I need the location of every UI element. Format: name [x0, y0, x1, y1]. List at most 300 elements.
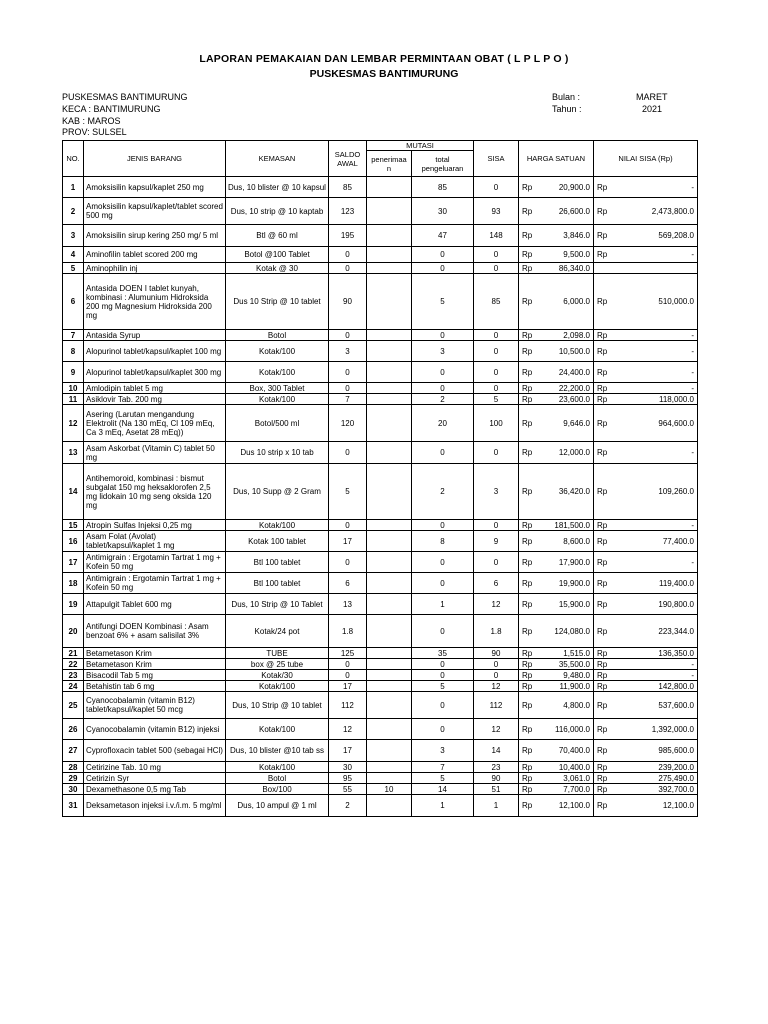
harga-currency: Rp — [519, 177, 541, 198]
nilai-currency: Rp — [594, 531, 616, 552]
table-row — [63, 740, 698, 762]
table-row — [63, 670, 698, 681]
penerimaan-cell — [367, 383, 412, 394]
sisa-cell: 0 — [474, 247, 519, 263]
nilai-currency: Rp — [594, 719, 616, 740]
harga-cell: 36,420.0 — [541, 464, 594, 520]
row-number: 29 — [63, 773, 84, 784]
nilai-currency: Rp — [594, 552, 616, 573]
harga-cell: 20,900.0 — [541, 177, 594, 198]
kemasan-cell: box @ 25 tube — [226, 659, 329, 670]
saldo-cell: 12 — [329, 719, 367, 740]
row-number: 5 — [63, 263, 84, 274]
nilai-currency: Rp — [594, 341, 616, 362]
row-number: 19 — [63, 594, 84, 615]
nilai-currency: Rp — [594, 615, 616, 648]
nilai-currency: Rp — [594, 520, 616, 531]
harga-cell: 4,800.0 — [541, 692, 594, 719]
saldo-cell: 90 — [329, 274, 367, 330]
harga-cell: 70,400.0 — [541, 740, 594, 762]
sisa-cell: 0 — [474, 552, 519, 573]
sisa-cell: 0 — [474, 177, 519, 198]
sisa-cell: 0 — [474, 670, 519, 681]
item-name: Atropin Sulfas Injeksi 0,25 mg — [84, 520, 226, 531]
harga-cell: 11,900.0 — [541, 681, 594, 692]
row-number: 13 — [63, 442, 84, 464]
sisa-cell: 112 — [474, 692, 519, 719]
row-number: 3 — [63, 225, 84, 247]
pengeluaran-cell: 0 — [412, 330, 474, 341]
sisa-cell: 0 — [474, 330, 519, 341]
saldo-cell: 195 — [329, 225, 367, 247]
sisa-cell: 51 — [474, 784, 519, 795]
col-mutasi: MUTASI — [367, 141, 474, 151]
harga-currency: Rp — [519, 274, 541, 330]
sisa-cell: 6 — [474, 573, 519, 594]
item-name: Amoksisilin kapsul/kaplet 250 mg — [84, 177, 226, 198]
row-number: 23 — [63, 670, 84, 681]
nilai-currency: Rp — [594, 670, 616, 681]
item-name: Asiklovir Tab. 200 mg — [84, 394, 226, 405]
harga-currency: Rp — [519, 362, 541, 383]
harga-currency: Rp — [519, 198, 541, 225]
row-number: 17 — [63, 552, 84, 573]
kemasan-cell: Kotak/100 — [226, 762, 329, 773]
harga-cell: 7,700.0 — [541, 784, 594, 795]
nilai-cell: 275,490.0 — [616, 773, 698, 784]
harga-cell: 116,000.0 — [541, 719, 594, 740]
penerimaan-cell — [367, 394, 412, 405]
saldo-cell: 0 — [329, 552, 367, 573]
pengeluaran-cell: 3 — [412, 341, 474, 362]
kemasan-cell: Dus 10 strip x 10 tab — [226, 442, 329, 464]
item-name: Aminofilin tablet scored 200 mg — [84, 247, 226, 263]
item-name: Antimigrain : Ergotamin Tartrat 1 mg + Kofein 50 mg — [84, 552, 226, 573]
col-total-pengeluaran: total pengeluaran — [412, 151, 474, 177]
nilai-cell: 239,200.0 — [616, 762, 698, 773]
kemasan-cell: Kotak/100 — [226, 394, 329, 405]
nilai-currency: Rp — [594, 442, 616, 464]
harga-currency: Rp — [519, 341, 541, 362]
harga-currency: Rp — [519, 394, 541, 405]
table-row — [63, 383, 698, 394]
item-name: Bisacodil Tab 5 mg — [84, 670, 226, 681]
sisa-cell: 1.8 — [474, 615, 519, 648]
pengeluaran-cell: 0 — [412, 442, 474, 464]
kemasan-cell: Dus, 10 Strip @ 10 Tablet — [226, 594, 329, 615]
sisa-cell: 12 — [474, 719, 519, 740]
provinsi-label: PROV: SULSEL — [62, 127, 127, 137]
pengeluaran-cell: 7 — [412, 762, 474, 773]
row-number: 9 — [63, 362, 84, 383]
sisa-cell: 100 — [474, 405, 519, 442]
row-number: 21 — [63, 648, 84, 659]
harga-cell: 12,100.0 — [541, 795, 594, 817]
item-name: Cyanocobalamin (vitamin B12) injeksi — [84, 719, 226, 740]
puskesmas-label: PUSKESMAS BANTIMURUNG — [62, 92, 188, 102]
harga-cell: 86,340.0 — [541, 263, 594, 274]
nilai-currency: Rp — [594, 274, 616, 330]
row-number: 25 — [63, 692, 84, 719]
nilai-cell: - — [616, 670, 698, 681]
col-nilai-sisa: NILAI SISA (Rp) — [594, 141, 698, 177]
row-number: 26 — [63, 719, 84, 740]
kemasan-cell: Box/100 — [226, 784, 329, 795]
item-name: Attapulgit Tablet 600 mg — [84, 594, 226, 615]
row-number: 6 — [63, 274, 84, 330]
saldo-cell: 95 — [329, 773, 367, 784]
nilai-cell: - — [616, 341, 698, 362]
pengeluaran-cell: 0 — [412, 692, 474, 719]
item-name: Betahistin tab 6 mg — [84, 681, 226, 692]
saldo-cell: 13 — [329, 594, 367, 615]
penerimaan-cell — [367, 225, 412, 247]
kemasan-cell: Kotak/100 — [226, 719, 329, 740]
nilai-cell: 964,600.0 — [616, 405, 698, 442]
harga-currency: Rp — [519, 442, 541, 464]
kemasan-cell: Dus, 10 strip @ 10 kaptab — [226, 198, 329, 225]
harga-currency: Rp — [519, 263, 541, 274]
table-row — [63, 795, 698, 817]
row-number: 28 — [63, 762, 84, 773]
harga-cell: 2,098.0 — [541, 330, 594, 341]
col-sisa: SISA — [474, 141, 519, 177]
nilai-cell: 109,260.0 — [616, 464, 698, 520]
harga-currency: Rp — [519, 784, 541, 795]
kemasan-cell: Dus 10 Strip @ 10 tablet — [226, 274, 329, 330]
harga-cell: 10,500.0 — [541, 341, 594, 362]
item-name: Cetirizin Syr — [84, 773, 226, 784]
saldo-cell: 3 — [329, 341, 367, 362]
table-row — [63, 719, 698, 740]
nilai-currency: Rp — [594, 247, 616, 263]
nilai-currency: Rp — [594, 659, 616, 670]
pengeluaran-cell: 1 — [412, 795, 474, 817]
row-number: 12 — [63, 405, 84, 442]
tahun-value: 2021 — [642, 104, 663, 114]
harga-cell: 124,080.0 — [541, 615, 594, 648]
harga-currency: Rp — [519, 552, 541, 573]
item-name: Betametason Krim — [84, 648, 226, 659]
penerimaan-cell — [367, 762, 412, 773]
saldo-cell: 123 — [329, 198, 367, 225]
kemasan-cell: Botol/500 ml — [226, 405, 329, 442]
nilai-cell: 136,350.0 — [616, 648, 698, 659]
penerimaan-cell — [367, 681, 412, 692]
kemasan-cell: Kotak/100 — [226, 520, 329, 531]
pengeluaran-cell: 0 — [412, 362, 474, 383]
sisa-cell: 3 — [474, 464, 519, 520]
col-jenis-barang: JENIS BARANG — [84, 141, 226, 177]
table-row — [63, 681, 698, 692]
table-row — [63, 177, 698, 198]
pengeluaran-cell: 0 — [412, 520, 474, 531]
penerimaan-cell — [367, 177, 412, 198]
nilai-currency: Rp — [594, 740, 616, 762]
penerimaan-cell — [367, 405, 412, 442]
harga-currency: Rp — [519, 648, 541, 659]
kemasan-cell: Btl @ 60 ml — [226, 225, 329, 247]
table-row — [63, 394, 698, 405]
harga-cell: 35,500.0 — [541, 659, 594, 670]
sisa-cell: 0 — [474, 362, 519, 383]
table-row — [63, 405, 698, 442]
harga-currency: Rp — [519, 719, 541, 740]
item-name: Antasida Syrup — [84, 330, 226, 341]
saldo-cell: 6 — [329, 573, 367, 594]
harga-cell: 10,400.0 — [541, 762, 594, 773]
nilai-currency — [594, 263, 616, 274]
item-name: Antimigrain : Ergotamin Tartrat 1 mg + Kofein 50 mg — [84, 573, 226, 594]
pengeluaran-cell: 35 — [412, 648, 474, 659]
penerimaan-cell — [367, 594, 412, 615]
row-number: 15 — [63, 520, 84, 531]
saldo-cell: 5 — [329, 464, 367, 520]
saldo-cell: 125 — [329, 648, 367, 659]
item-name: Deksametason injeksi i.v./i.m. 5 mg/ml — [84, 795, 226, 817]
col-penerimaan: penerimaa n — [367, 151, 412, 177]
penerimaan-cell — [367, 531, 412, 552]
harga-cell: 17,900.0 — [541, 552, 594, 573]
item-name: Alopurinol tablet/kapsul/kaplet 300 mg — [84, 362, 226, 383]
nilai-cell: 510,000.0 — [616, 274, 698, 330]
row-number: 31 — [63, 795, 84, 817]
kemasan-cell: Kotak @ 30 — [226, 263, 329, 274]
pengeluaran-cell: 14 — [412, 784, 474, 795]
table-row — [63, 274, 698, 330]
pengeluaran-cell: 8 — [412, 531, 474, 552]
penerimaan-cell — [367, 795, 412, 817]
harga-cell: 9,480.0 — [541, 670, 594, 681]
pengeluaran-cell: 5 — [412, 681, 474, 692]
nilai-currency: Rp — [594, 762, 616, 773]
harga-currency: Rp — [519, 247, 541, 263]
penerimaan-cell — [367, 552, 412, 573]
kemasan-cell: Botol — [226, 773, 329, 784]
harga-cell: 9,500.0 — [541, 247, 594, 263]
nilai-cell: 223,344.0 — [616, 615, 698, 648]
harga-cell: 6,000.0 — [541, 274, 594, 330]
nilai-cell — [616, 263, 698, 274]
nilai-cell: - — [616, 520, 698, 531]
harga-cell: 22,200.0 — [541, 383, 594, 394]
penerimaan-cell — [367, 247, 412, 263]
item-name: Asam Folat (Avolat) tablet/kapsul/kaplet 1 mg — [84, 531, 226, 552]
nilai-cell: 190,800.0 — [616, 594, 698, 615]
harga-cell: 23,600.0 — [541, 394, 594, 405]
pengeluaran-cell: 5 — [412, 773, 474, 784]
nilai-cell: 2,473,800.0 — [616, 198, 698, 225]
sisa-cell: 0 — [474, 659, 519, 670]
nilai-cell: 392,700.0 — [616, 784, 698, 795]
harga-currency: Rp — [519, 670, 541, 681]
nilai-currency: Rp — [594, 784, 616, 795]
table-row — [63, 784, 698, 795]
sisa-cell: 0 — [474, 520, 519, 531]
kemasan-cell: TUBE — [226, 648, 329, 659]
sisa-cell: 14 — [474, 740, 519, 762]
harga-cell: 1,515.0 — [541, 648, 594, 659]
table-row — [63, 531, 698, 552]
harga-cell: 3,846.0 — [541, 225, 594, 247]
harga-currency: Rp — [519, 594, 541, 615]
kemasan-cell: Dus, 10 Supp @ 2 Gram — [226, 464, 329, 520]
table-row — [63, 341, 698, 362]
table-row — [63, 659, 698, 670]
nilai-cell: - — [616, 659, 698, 670]
nilai-cell: 142,800.0 — [616, 681, 698, 692]
harga-currency: Rp — [519, 762, 541, 773]
penerimaan-cell — [367, 362, 412, 383]
harga-cell: 12,000.0 — [541, 442, 594, 464]
pengeluaran-cell: 0 — [412, 552, 474, 573]
saldo-cell: 0 — [329, 330, 367, 341]
kemasan-cell: Botol — [226, 330, 329, 341]
saldo-cell: 120 — [329, 405, 367, 442]
saldo-cell: 2 — [329, 795, 367, 817]
penerimaan-cell — [367, 692, 412, 719]
row-number: 1 — [63, 177, 84, 198]
bulan-label: Bulan : — [552, 92, 581, 102]
saldo-cell: 0 — [329, 659, 367, 670]
penerimaan-cell — [367, 670, 412, 681]
penerimaan-cell — [367, 341, 412, 362]
pengeluaran-cell: 0 — [412, 659, 474, 670]
harga-currency: Rp — [519, 405, 541, 442]
item-name: Aminophilin inj — [84, 263, 226, 274]
item-name: Amoksisilin kapsul/kaplet/tablet scored 500 mg — [84, 198, 226, 225]
pengeluaran-cell: 0 — [412, 263, 474, 274]
kemasan-cell: Kotak/100 — [226, 341, 329, 362]
row-number: 18 — [63, 573, 84, 594]
table-row — [63, 263, 698, 274]
penerimaan-cell — [367, 659, 412, 670]
col-harga-satuan: HARGA SATUAN — [519, 141, 594, 177]
penerimaan-cell — [367, 274, 412, 330]
table-row — [63, 648, 698, 659]
harga-currency: Rp — [519, 615, 541, 648]
penerimaan-cell — [367, 773, 412, 784]
penerimaan-cell — [367, 198, 412, 225]
kecamatan-label: KECA : BANTIMURUNG — [62, 104, 161, 114]
table-row — [63, 247, 698, 263]
item-name: Antifungi DOEN Kombinasi : Asam benzoat 6% + asam salisilat 3% — [84, 615, 226, 648]
saldo-cell: 0 — [329, 362, 367, 383]
item-name: Antasida DOEN I tablet kunyah, kombinasi : Alumunium Hidroksida 200 mg Magnesium Hidroksida 200 mg — [84, 274, 226, 330]
kemasan-cell: Kotak/30 — [226, 670, 329, 681]
penerimaan-cell — [367, 464, 412, 520]
row-number: 10 — [63, 383, 84, 394]
row-number: 22 — [63, 659, 84, 670]
harga-currency: Rp — [519, 330, 541, 341]
report-subtitle: PUSKESMAS BANTIMURUNG — [309, 68, 459, 80]
kemasan-cell: Btl 100 tablet — [226, 573, 329, 594]
row-number: 11 — [63, 394, 84, 405]
nilai-currency: Rp — [594, 573, 616, 594]
sisa-cell: 0 — [474, 442, 519, 464]
nilai-currency: Rp — [594, 394, 616, 405]
penerimaan-cell — [367, 719, 412, 740]
harga-cell: 8,600.0 — [541, 531, 594, 552]
nilai-cell: 77,400.0 — [616, 531, 698, 552]
kemasan-cell: Dus, 10 Strip @ 10 tablet — [226, 692, 329, 719]
table-row — [63, 520, 698, 531]
table-row — [63, 615, 698, 648]
sisa-cell: 148 — [474, 225, 519, 247]
item-name: Asam Askorbat (Vitamin C) tablet 50 mg — [84, 442, 226, 464]
penerimaan-cell — [367, 615, 412, 648]
table-row — [63, 773, 698, 784]
nilai-cell: 569,208.0 — [616, 225, 698, 247]
harga-cell: 9,646.0 — [541, 405, 594, 442]
nilai-cell: 1,392,000.0 — [616, 719, 698, 740]
nilai-currency: Rp — [594, 330, 616, 341]
penerimaan-cell — [367, 442, 412, 464]
saldo-cell: 0 — [329, 670, 367, 681]
harga-currency: Rp — [519, 740, 541, 762]
harga-currency: Rp — [519, 383, 541, 394]
nilai-cell: - — [616, 177, 698, 198]
item-name: Betametason Krim — [84, 659, 226, 670]
pengeluaran-cell: 3 — [412, 740, 474, 762]
kemasan-cell: Kotak/24 pot — [226, 615, 329, 648]
saldo-cell: 0 — [329, 383, 367, 394]
harga-currency: Rp — [519, 795, 541, 817]
penerimaan-cell: 10 — [367, 784, 412, 795]
item-name: Cetirizine Tab. 10 mg — [84, 762, 226, 773]
row-number: 27 — [63, 740, 84, 762]
nilai-currency: Rp — [594, 464, 616, 520]
penerimaan-cell — [367, 740, 412, 762]
table-row — [63, 225, 698, 247]
saldo-cell: 112 — [329, 692, 367, 719]
nilai-cell: - — [616, 442, 698, 464]
tahun-label: Tahun : — [552, 104, 582, 114]
nilai-cell: - — [616, 247, 698, 263]
row-number: 8 — [63, 341, 84, 362]
nilai-currency: Rp — [594, 795, 616, 817]
table-row — [63, 198, 698, 225]
pengeluaran-cell: 1 — [412, 594, 474, 615]
nilai-cell: 119,400.0 — [616, 573, 698, 594]
pengeluaran-cell: 0 — [412, 719, 474, 740]
penerimaan-cell — [367, 330, 412, 341]
col-no: NO. — [63, 141, 84, 177]
nilai-cell: - — [616, 362, 698, 383]
kemasan-cell: Kotak/100 — [226, 681, 329, 692]
nilai-currency: Rp — [594, 773, 616, 784]
saldo-cell: 17 — [329, 681, 367, 692]
harga-cell: 15,900.0 — [541, 594, 594, 615]
kemasan-cell: Botol @100 Tablet — [226, 247, 329, 263]
item-name: Asering (Larutan mengandung Elektrolit (Na 130 mEq, Cl 109 mEq, Ca 3 mEq, Asetat 28 mEq)) — [84, 405, 226, 442]
row-number: 4 — [63, 247, 84, 263]
kemasan-cell: Kotak/100 — [226, 362, 329, 383]
sisa-cell: 1 — [474, 795, 519, 817]
nilai-currency: Rp — [594, 383, 616, 394]
table-row — [63, 573, 698, 594]
item-name: Antihemoroid, kombinasi : bismut subgalat 150 mg heksaklorofen 2,5 mg lidokain 10 mg seng oksida 120 mg — [84, 464, 226, 520]
table-row — [63, 692, 698, 719]
table-row — [63, 762, 698, 773]
table-row — [63, 594, 698, 615]
harga-currency: Rp — [519, 692, 541, 719]
penerimaan-cell — [367, 520, 412, 531]
penerimaan-cell — [367, 263, 412, 274]
kemasan-cell: Dus, 10 ampul @ 1 ml — [226, 795, 329, 817]
nilai-currency: Rp — [594, 681, 616, 692]
harga-cell: 181,500.0 — [541, 520, 594, 531]
